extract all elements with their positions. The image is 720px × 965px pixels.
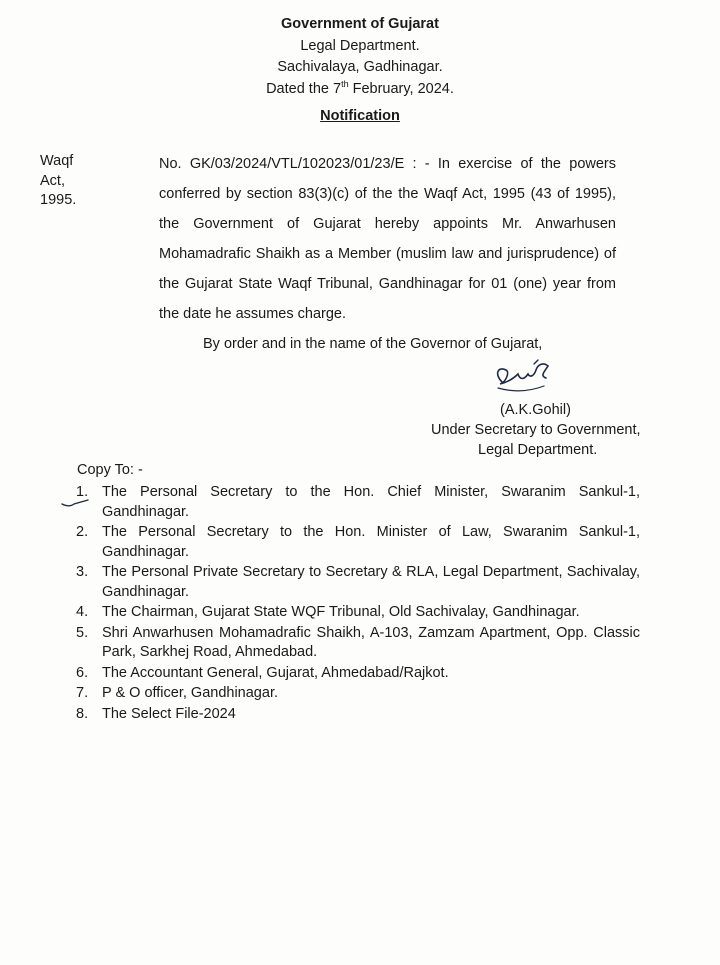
list-item-text: Shri Anwarhusen Mohamadrafic Shaikh, A-103, Zamzam Apartment, Opp. Classic Park, Sarkhej Road, Ahmedabad. — [102, 624, 640, 660]
list-item-number: 6. — [76, 664, 89, 681]
list-item-text: The Accountant General, Gujarat, Ahmedabad/Rajkot. — [102, 664, 449, 681]
list-item — [70, 483, 640, 522]
list-item-number: 2. — [76, 524, 89, 540]
notification-body — [159, 149, 616, 329]
signatory-department: Legal Department. — [478, 442, 598, 458]
list-item — [70, 563, 640, 602]
signatory-designation: Under Secretary to Government, — [431, 422, 641, 438]
date-line — [0, 79, 720, 101]
date-superscript: th — [341, 78, 349, 89]
handwritten-signature-icon — [484, 352, 564, 400]
notification-heading: Notification — [320, 108, 400, 124]
list-item-number: 7. — [76, 685, 89, 701]
list-item — [70, 684, 640, 704]
list-item-text: The Chairman, Gujarat State WQF Tribunal, Old Sachivalay, Gandhinagar. — [102, 604, 580, 620]
date-suffix: February, 2024. — [348, 80, 454, 97]
list-item-text: The Personal Secretary to the Hon. Chief Minister, Swaranim Sankul-1, Gandhinagar. — [102, 484, 640, 520]
list-item — [70, 624, 640, 663]
margin-note — [40, 152, 100, 211]
department-line: Legal Department. — [300, 37, 420, 54]
list-item — [70, 705, 640, 725]
margin-note-line: Act, — [40, 172, 65, 189]
signatory-block — [420, 400, 660, 460]
list-item-text: The Select File-2024 — [102, 705, 236, 722]
list-item-text: The Personal Secretary to the Hon. Minister of Law, Swaranim Sankul-1, Gandhinagar. — [102, 524, 640, 560]
list-item-text: The Personal Private Secretary to Secretary & RLA, Legal Department, Sachivalay, Gandhinagar. — [102, 564, 640, 600]
list-item-text: P & O officer, Gandhinagar. — [102, 685, 278, 701]
list-item-number: 1. — [76, 484, 89, 500]
copy-to-label: Copy To: - — [77, 462, 143, 478]
list-item — [70, 603, 640, 623]
list-item-number: 4. — [76, 604, 89, 620]
government-title: Government of Gujarat — [281, 16, 439, 32]
list-item — [70, 664, 640, 684]
list-item-number: 8. — [76, 705, 89, 722]
margin-note-line: Waqf — [40, 153, 74, 169]
margin-note-line: 1995. — [40, 192, 77, 208]
list-item-number: 5. — [76, 624, 89, 641]
document-header — [0, 14, 720, 128]
copy-to-list — [70, 483, 640, 725]
signatory-name: (A.K.Gohil) — [500, 402, 571, 418]
notification-paragraph: No. GK/03/2024/VTL/102023/01/23/E : - In exercise of the powers conferred by section 83(3)(c) of the the Waqf Act, 1995 (43 of 1995), the Government of Gujarat hereby appoints Mr. Anwarhusen Mohamadrafic Shaikh as a Member (muslim law and jurisprudence) of the Gujarat State Waqf Tribunal, Gandhinagar for 01 (one) year from the date he assumes charge. — [159, 156, 616, 322]
order-line: By order and in the name of the Governor of Gujarat, — [203, 336, 543, 352]
list-item-number: 3. — [76, 564, 89, 580]
address-line: Sachivalaya, Gadhinagar. — [277, 59, 443, 75]
date-prefix: Dated the 7 — [266, 80, 342, 97]
list-item — [70, 523, 640, 562]
